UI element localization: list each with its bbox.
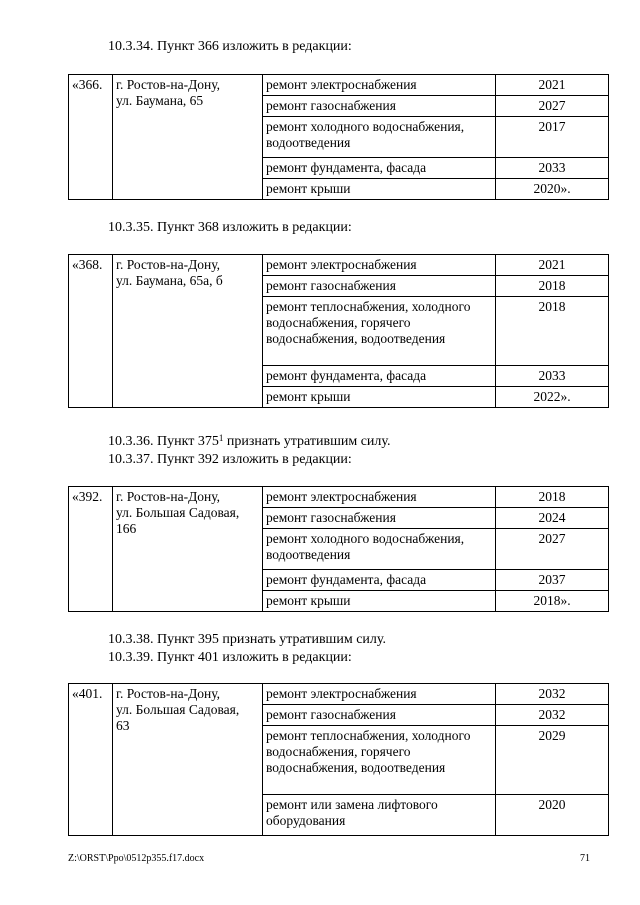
year-cell: 2033 <box>496 158 609 179</box>
work-cell: ремонт теплоснабжения, холодного водоснабжения, горячего водоснабжения, водоотведения <box>263 297 496 366</box>
table-item-366 <box>68 74 609 200</box>
work-cell: ремонт электроснабжения <box>263 684 496 705</box>
page-number: 71 <box>580 853 590 864</box>
year-cell: 2027 <box>496 96 609 117</box>
work-cell: ремонт крыши <box>263 591 496 612</box>
item-address: г. Ростов-на-Дону, ул. Баумана, 65 <box>113 75 263 200</box>
table-item-392 <box>68 486 609 612</box>
work-cell: ремонт газоснабжения <box>263 508 496 529</box>
work-cell: ремонт крыши <box>263 179 496 200</box>
year-cell: 2018 <box>496 276 609 297</box>
paragraph-10-3-38: 10.3.38. Пункт 395 признать утратившим силу. <box>108 632 386 647</box>
year-cell: 2033 <box>496 366 609 387</box>
work-cell: ремонт газоснабжения <box>263 276 496 297</box>
item-address: г. Ростов-на-Дону, ул. Баумана, 65а, б <box>113 255 263 408</box>
footer-file-path: Z:\ORST\Ppo\0512p355.f17.docx <box>68 853 205 864</box>
year-cell: 2020». <box>496 179 609 200</box>
year-cell: 2017 <box>496 117 609 158</box>
work-cell: ремонт газоснабжения <box>263 705 496 726</box>
work-cell: ремонт холодного водоснабжения, водоотведения <box>263 529 496 570</box>
year-cell: 2024 <box>496 508 609 529</box>
year-cell: 2027 <box>496 529 609 570</box>
work-cell: ремонт электроснабжения <box>263 255 496 276</box>
work-cell: ремонт электроснабжения <box>263 487 496 508</box>
work-cell: ремонт крыши <box>263 387 496 408</box>
item-address: г. Ростов-на-Дону, ул. Большая Садовая, 166 <box>113 487 263 612</box>
year-cell: 2018 <box>496 297 609 366</box>
work-cell: ремонт фундамента, фасада <box>263 366 496 387</box>
item-number: «392. <box>69 487 113 612</box>
table-item-401 <box>68 683 609 836</box>
work-cell: ремонт фундамента, фасада <box>263 570 496 591</box>
paragraph-10-3-34: 10.3.34. Пункт 366 изложить в редакции: <box>108 39 352 54</box>
table-item-368 <box>68 254 609 408</box>
work-cell: ремонт теплоснабжения, холодного водоснабжения, горячего водоснабжения, водоотведения <box>263 726 496 795</box>
paragraph-10-3-35: 10.3.35. Пункт 368 изложить в редакции: <box>108 220 352 235</box>
work-cell: ремонт холодного водоснабжения, водоотведения <box>263 117 496 158</box>
year-cell: 2029 <box>496 726 609 795</box>
item-number: «366. <box>69 75 113 200</box>
year-cell: 2021 <box>496 255 609 276</box>
year-cell: 2021 <box>496 75 609 96</box>
year-cell: 2018». <box>496 591 609 612</box>
item-number: «401. <box>69 684 113 836</box>
paragraph-10-3-36: 10.3.36. Пункт $375^1$ признать утратившим силу. <box>108 433 391 449</box>
paragraph-10-3-39: 10.3.39. Пункт 401 изложить в редакции: <box>108 650 352 665</box>
paragraph-10-3-37: 10.3.37. Пункт 392 изложить в редакции: <box>108 452 352 467</box>
work-cell: ремонт газоснабжения <box>263 96 496 117</box>
work-cell: ремонт или замена лифтового оборудования <box>263 795 496 836</box>
year-cell: 2037 <box>496 570 609 591</box>
work-cell: ремонт фундамента, фасада <box>263 158 496 179</box>
item-number: «368. <box>69 255 113 408</box>
year-cell: 2022». <box>496 387 609 408</box>
year-cell: 2020 <box>496 795 609 836</box>
work-cell: ремонт электроснабжения <box>263 75 496 96</box>
year-cell: 2032 <box>496 684 609 705</box>
year-cell: 2032 <box>496 705 609 726</box>
year-cell: 2018 <box>496 487 609 508</box>
item-address: г. Ростов-на-Дону, ул. Большая Садовая, 63 <box>113 684 263 836</box>
